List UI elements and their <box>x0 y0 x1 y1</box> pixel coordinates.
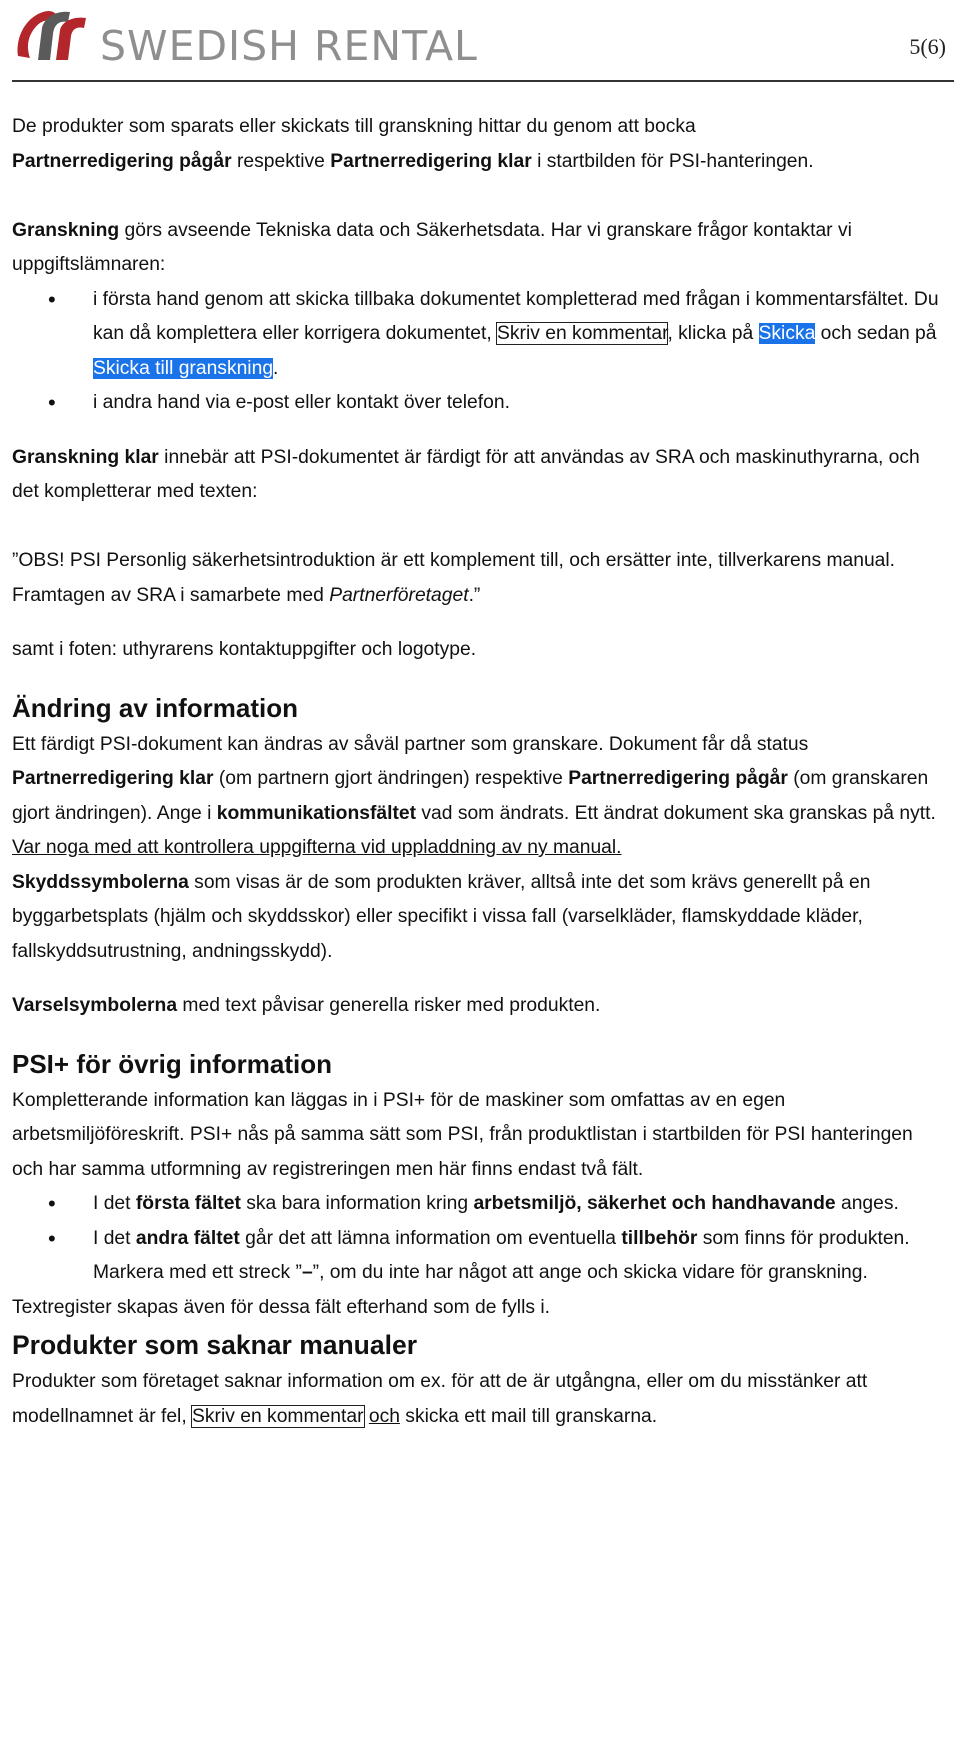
heading-change-of-information: Ändring av information <box>12 692 298 723</box>
write-comment-button[interactable]: Skriv en kommentar <box>497 323 668 344</box>
text: går det att lämna information om eventuella <box>239 1227 622 1249</box>
paragraph-review <box>12 214 948 283</box>
page-header <box>0 0 960 90</box>
paragraph-psi-plus: Kompletterande information kan läggas in i PSI+ för de maskiner som omfattas av en egen arbetsmiljöföreskrift. PSI+ nås på samma sätt som PSI, från produktlistan i startbilden för PSI hanteringen och har samma utformning av registreringen men här finns endast två fält. <box>12 1089 913 1180</box>
text: som visas är de som produkten kräver, alltså inte det som krävs generellt på en byggarbetsplats (hjälm och skyddsskor) eller specifikt i vissa fall (varselkläder, flamskyddade kläder, fallskyddsutrustning, andningsskydd). <box>12 871 871 962</box>
list-item <box>12 1222 948 1291</box>
text: anges. <box>835 1193 899 1214</box>
paragraph-change-info <box>12 728 948 866</box>
underlined-word: och <box>368 1405 400 1427</box>
text: som finns för produkten. Markera med ett streck ” <box>93 1227 910 1283</box>
text: ”OBS! PSI Personlig säkerhetsintroduktion är ett komplement till, och ersätter inte, tillverkarens manual. Framtagen av SRA i samarbete med <box>12 550 896 606</box>
paragraph-footer-note: samt i foten: uthyrarens kontaktuppgifter och logotype. <box>12 639 477 660</box>
text: (om granskaren gjort ändringen). Ange i <box>12 768 929 824</box>
bold-term: andra fältet <box>135 1227 240 1249</box>
text: Produkter som företaget saknar information om ex. för att de är utgångna, eller om du misstänker att modellnamnet är fel, <box>12 1371 868 1427</box>
bold-term: Skyddssymbolerna <box>12 871 189 893</box>
bold-term: – <box>301 1262 313 1283</box>
bold-term: Partnerredigering klar <box>12 768 214 789</box>
text: innebär att PSI-dokumentet är färdigt för att användas av SRA och maskinuthyrarna, och det kompletterar med texten: <box>12 446 920 502</box>
send-to-review-button[interactable]: Skicka till granskning <box>93 357 274 379</box>
paragraph-warning-symbols <box>12 989 948 1024</box>
bold-term: tillbehör <box>621 1227 698 1249</box>
list-item: • i andra hand via e-post eller kontakt över telefon. <box>12 386 948 421</box>
bold-term: Partnerredigering klar <box>330 150 532 172</box>
send-button[interactable]: Skicka <box>758 323 816 344</box>
text: (om partnern gjort ändringen) respektive <box>213 768 569 789</box>
list-item <box>12 1187 948 1222</box>
bold-term: Granskning klar <box>12 446 159 468</box>
bold-term: Partnerredigering pågår <box>568 768 788 789</box>
header-divider <box>12 80 954 82</box>
text: respektive <box>231 150 331 172</box>
bold-term: kommunikationsfältet <box>216 802 417 824</box>
text: I det <box>93 1227 136 1249</box>
text: .” <box>468 584 481 606</box>
text: I det <box>93 1193 136 1214</box>
paragraph-protection-symbols <box>12 866 948 970</box>
document-body <box>12 110 948 1434</box>
heading-products-without-manuals: Produkter som saknar manualer <box>12 1330 418 1360</box>
text: görs avseende Tekniska data och Säkerhetsdata. Har vi granskare frågor kontaktar vi uppgiftslämnaren: <box>12 219 852 275</box>
text: i första hand genom att skicka tillbaka dokumentet kompletterad med frågan i kommentarsfältet. Du kan då komplettera eller korrigera dokumentet, <box>93 288 939 344</box>
text: . <box>273 357 279 379</box>
bold-term: Granskning <box>12 219 120 241</box>
psi-plus-fields-list <box>12 1187 948 1291</box>
paragraph-obs-quote <box>12 544 948 613</box>
italic-term: Partnerföretaget <box>329 584 469 606</box>
underlined-note: Var noga med att kontrollera uppgifterna vid uppladdning av ny manual. <box>12 837 622 858</box>
paragraph-missing-manuals <box>12 1365 948 1434</box>
text: , klicka på <box>667 323 759 344</box>
logo-wordmark: SWEDISH RENTAL <box>100 22 478 70</box>
text: skicka ett mail till granskarna. <box>399 1405 658 1427</box>
text: ”, om du inte har något att ange och skicka vidare för granskning. <box>312 1262 868 1283</box>
text: i startbilden för PSI-hanteringen. <box>531 150 814 172</box>
write-comment-button[interactable]: Skriv en kommentar <box>192 1405 364 1427</box>
bold-term: Partnerredigering pågår <box>12 150 232 172</box>
paragraph-text-register: Textregister skapas även för dessa fält efterhand som de fylls i. <box>12 1296 550 1318</box>
bold-term: Varselsymbolerna <box>12 995 178 1016</box>
page-number: 5(6) <box>909 34 946 59</box>
text: De produkter som sparats eller skickats till granskning hittar du genom att bocka <box>12 116 696 137</box>
text: och sedan på <box>815 323 937 344</box>
text: vad som ändrats. Ett ändrat dokument ska granskas på nytt. <box>416 802 936 824</box>
review-contact-list <box>12 283 948 421</box>
text: med text påvisar generella risker med produkten. <box>177 995 601 1016</box>
paragraph-review-done <box>12 441 948 510</box>
text: Ett färdigt PSI-dokument kan ändras av såväl partner som granskare. Dokument får då status <box>12 733 809 755</box>
list-item <box>12 283 948 387</box>
bold-term: arbetsmiljö, säkerhet och handhavande <box>473 1193 836 1214</box>
paragraph-saved-products <box>12 110 948 179</box>
bold-term: första fältet <box>135 1193 241 1214</box>
swedish-rental-logo-icon <box>12 4 90 66</box>
text: ska bara information kring <box>240 1193 474 1214</box>
heading-psi-plus: PSI+ för övrig information <box>12 1048 332 1079</box>
